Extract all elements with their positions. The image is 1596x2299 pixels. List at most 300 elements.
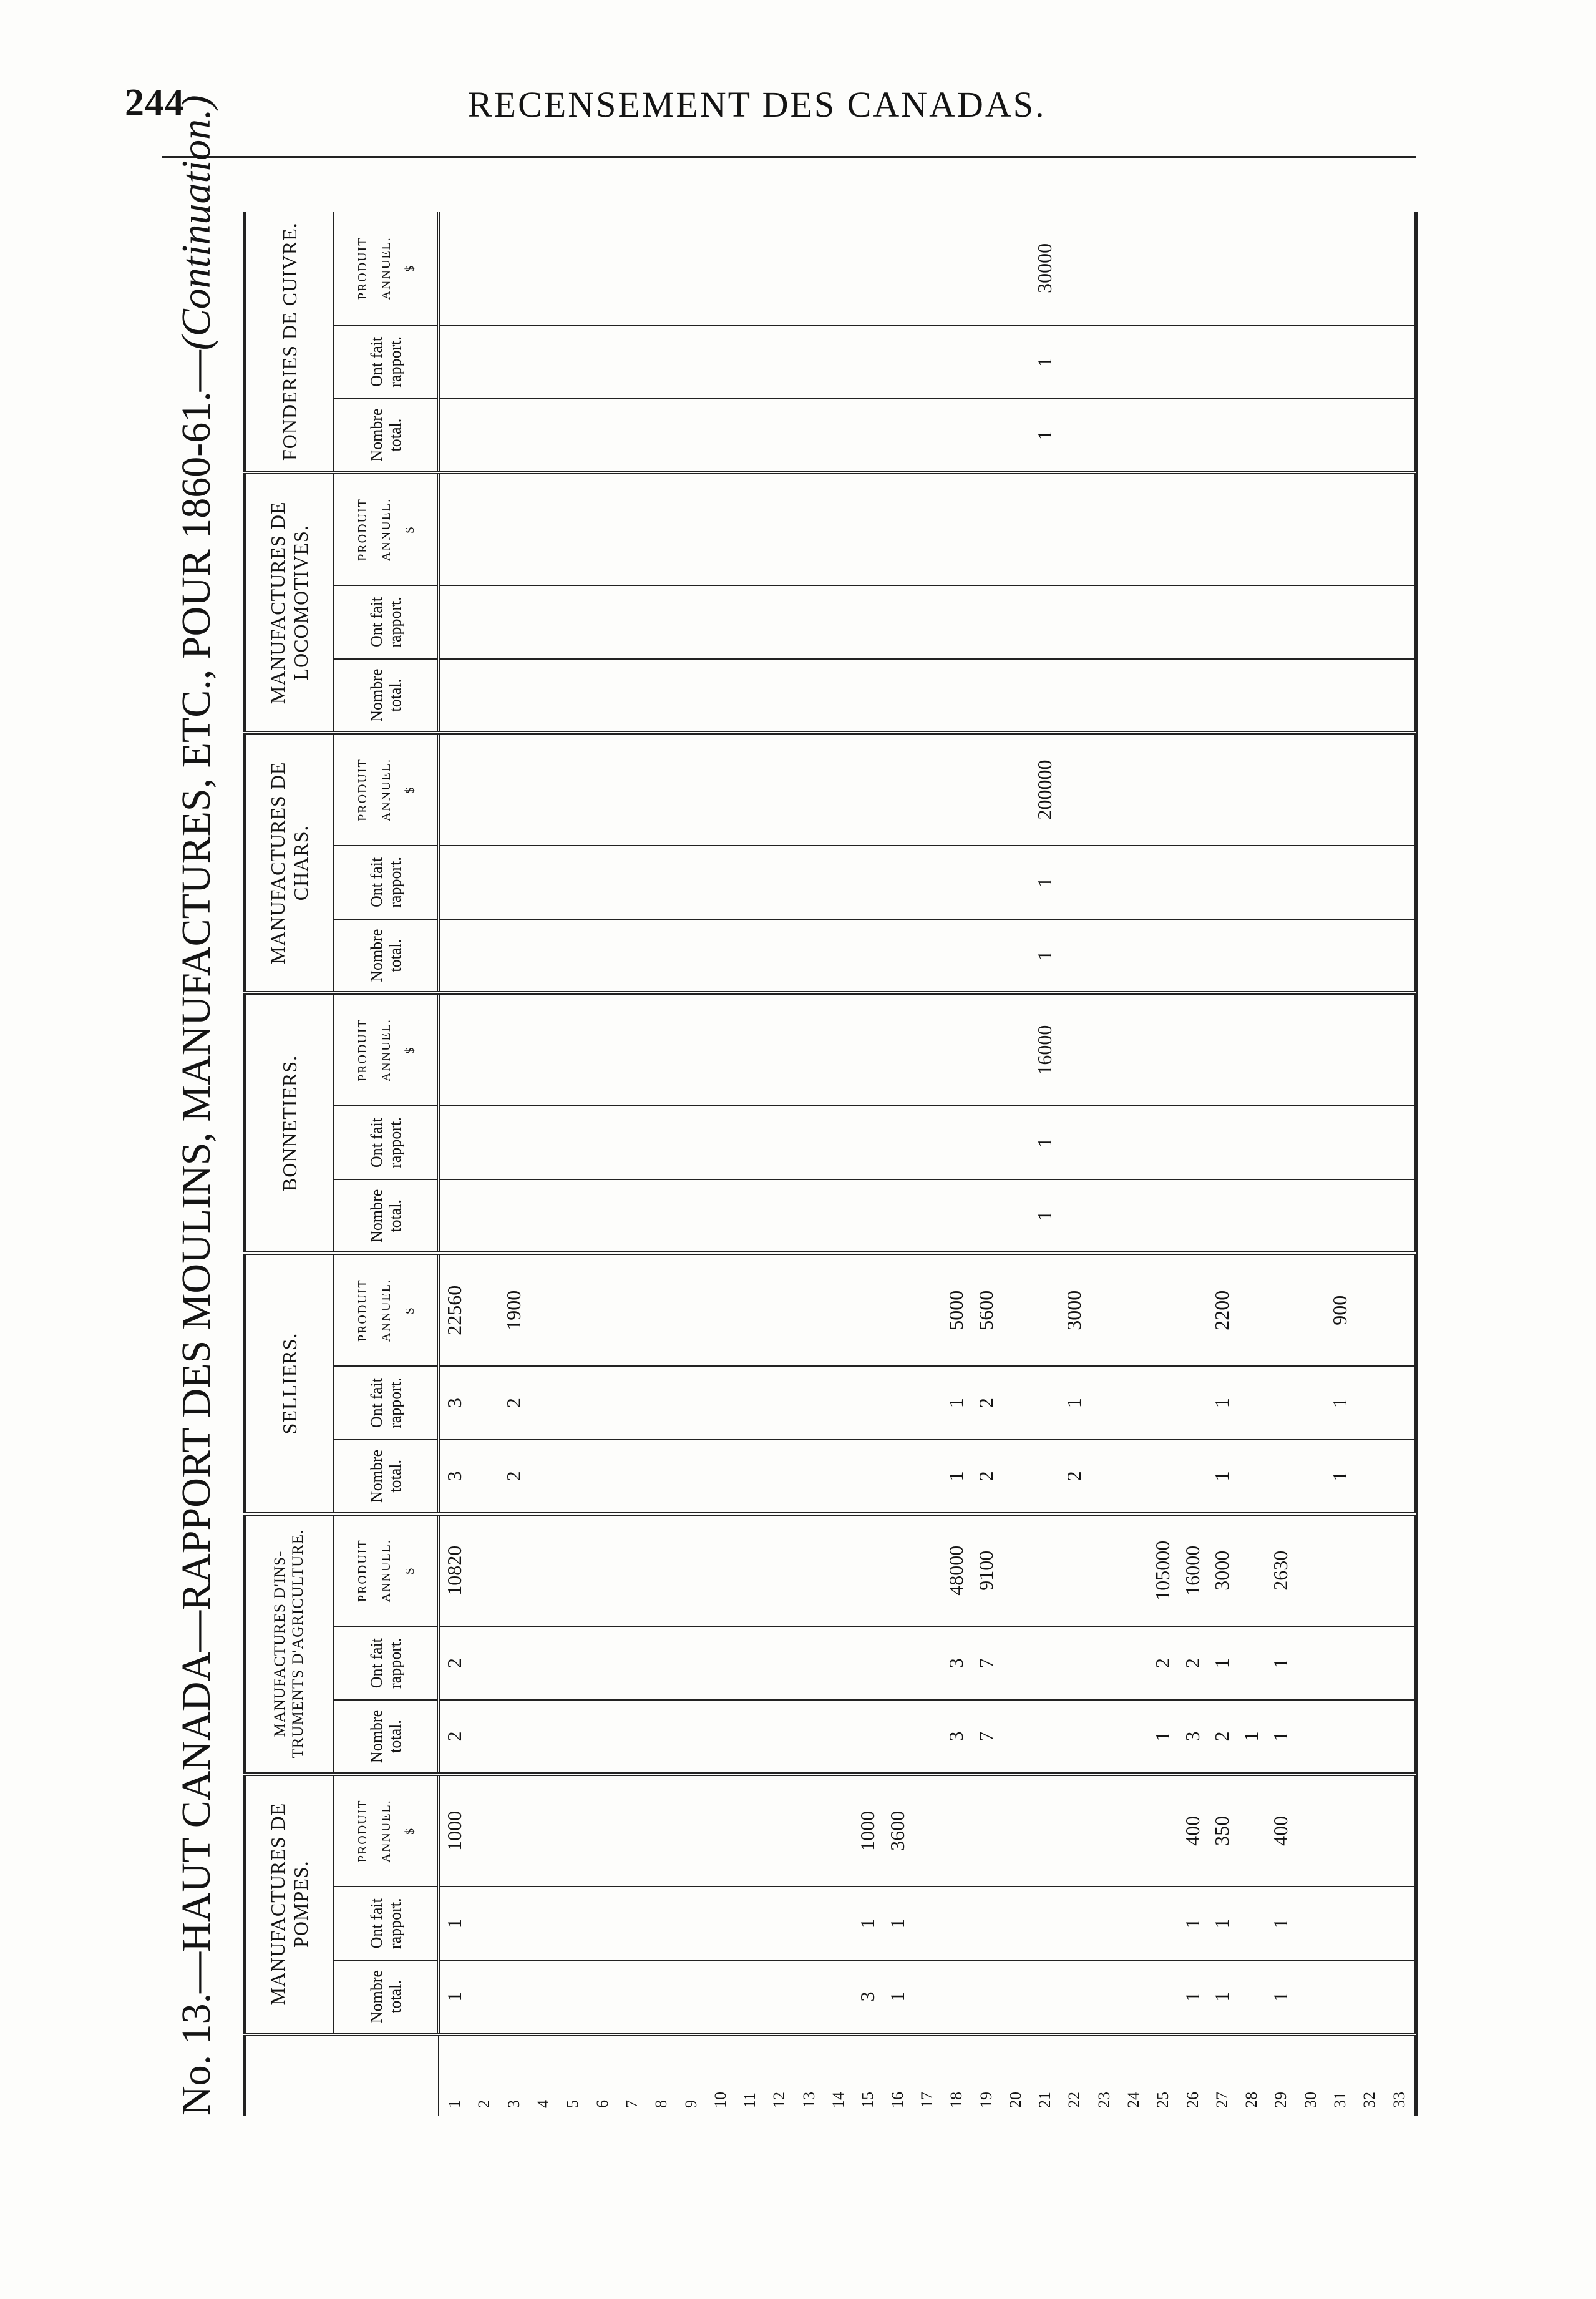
subheader-nombre-total: Nombre total. xyxy=(334,399,439,472)
table-cell xyxy=(528,846,558,919)
table-cell xyxy=(439,1626,469,1700)
table-cell xyxy=(588,1514,617,1626)
table-cell xyxy=(588,212,617,325)
table-cell xyxy=(824,472,853,585)
table-cell xyxy=(1001,1960,1030,2034)
table-cell xyxy=(764,325,794,399)
table-cell xyxy=(853,585,882,659)
subheader-nombre-total: Nombre total. xyxy=(334,659,439,733)
table-cell xyxy=(764,1179,794,1253)
table-row xyxy=(646,212,676,2116)
table-cell xyxy=(764,1253,794,1366)
table-cell xyxy=(558,399,587,472)
subheader-nombre-total: Nombre total. xyxy=(334,1179,439,1253)
table-cell xyxy=(469,1106,499,1179)
table-cell xyxy=(528,659,558,733)
table-cell xyxy=(942,659,971,733)
table-cell xyxy=(794,399,824,472)
group-header: MANUFACTURES DE LOCOMOTIVES. xyxy=(245,472,334,733)
table-cell xyxy=(794,846,824,919)
table-cell xyxy=(1355,399,1384,472)
table-cell xyxy=(1325,1179,1355,1253)
table-cell xyxy=(528,399,558,472)
row-number xyxy=(706,2034,735,2116)
table-row xyxy=(558,212,587,2116)
row-number xyxy=(558,2034,587,2116)
table-cell xyxy=(882,846,912,919)
table-cell xyxy=(912,1774,942,1887)
cell-value: 1 xyxy=(1033,1208,1056,1223)
table-cell xyxy=(764,1440,794,1513)
cell-value: 1 xyxy=(1269,1656,1292,1671)
table-cell xyxy=(912,846,942,919)
table-cell xyxy=(971,993,1000,1105)
table-cell xyxy=(1089,325,1119,399)
table-cell xyxy=(499,212,528,325)
cell-value: 1 xyxy=(1033,354,1056,369)
row-number xyxy=(764,2034,794,2116)
table-cell xyxy=(764,733,794,845)
table-row xyxy=(942,212,971,2116)
table-cell xyxy=(1119,1960,1148,2034)
table-cell xyxy=(706,1887,735,1960)
table-cell xyxy=(469,1366,499,1440)
table-cell xyxy=(1177,472,1207,585)
table-cell xyxy=(1296,1253,1325,1366)
table-cell xyxy=(824,1887,853,1960)
table-cell xyxy=(853,1960,882,2034)
cell-value: 1 xyxy=(1269,1989,1292,2004)
table-cell xyxy=(1089,472,1119,585)
cell-value: 2 xyxy=(1181,1656,1204,1671)
row-number xyxy=(588,2034,617,2116)
table-cell xyxy=(853,919,882,993)
table-cell xyxy=(1119,1440,1148,1513)
row-number xyxy=(1355,2034,1384,2116)
table-cell xyxy=(912,1514,942,1626)
table-cell xyxy=(646,1700,676,1774)
table-cell xyxy=(1207,1960,1237,2034)
table-row xyxy=(617,212,646,2116)
subheader-produit-line: ANNUEL. xyxy=(379,1018,393,1082)
table-cell xyxy=(676,472,705,585)
table-cell xyxy=(1119,1626,1148,1700)
cell-value: 2 xyxy=(975,1395,997,1410)
table-cell xyxy=(469,733,499,845)
table-cell xyxy=(971,1887,1000,1960)
table-cell xyxy=(971,1774,1000,1887)
table-cell xyxy=(469,1626,499,1700)
table-cell xyxy=(588,1774,617,1887)
table-cell xyxy=(588,1440,617,1513)
table-cell xyxy=(676,1700,705,1774)
table-cell xyxy=(1296,585,1325,659)
cell-value: 1 xyxy=(1210,1395,1233,1410)
table-cell xyxy=(469,1700,499,1774)
table-cell xyxy=(588,399,617,472)
table-cell xyxy=(1148,212,1177,325)
table-cell xyxy=(824,659,853,733)
table-cell xyxy=(469,585,499,659)
row-number xyxy=(646,2034,676,2116)
table-cell xyxy=(1384,1700,1415,1774)
table-cell xyxy=(528,212,558,325)
row-number-text: 18 xyxy=(947,2092,966,2108)
table-cell xyxy=(1059,585,1089,659)
table-cell xyxy=(942,585,971,659)
table-row xyxy=(971,212,1000,2116)
table-cell xyxy=(528,1887,558,1960)
table-cell xyxy=(469,846,499,919)
table-cell xyxy=(1355,1774,1384,1887)
table-cell xyxy=(676,1887,705,1960)
table-cell xyxy=(676,1253,705,1366)
cell-value: 1 xyxy=(856,1916,878,1931)
table-cell xyxy=(528,325,558,399)
cell-value: 1 xyxy=(1181,1989,1204,2004)
table-cell xyxy=(528,919,558,993)
table-cell xyxy=(1384,325,1415,399)
table-cell xyxy=(499,399,528,472)
table-cell xyxy=(1119,399,1148,472)
table-cell xyxy=(1207,919,1237,993)
table-cell xyxy=(558,1887,587,1960)
table-cell xyxy=(469,1440,499,1513)
subheader-nombre-total: Nombre total. xyxy=(334,1700,439,1774)
row-number-text: 30 xyxy=(1301,2092,1320,2108)
table-cell xyxy=(676,1774,705,1887)
running-title: RECENSEMENT DES CANADAS. xyxy=(468,84,1046,125)
table-cell xyxy=(735,1626,764,1700)
table-cell xyxy=(469,993,499,1105)
table-cell xyxy=(1059,1700,1089,1774)
cell-value: 3000 xyxy=(1063,1288,1085,1333)
table-row xyxy=(1148,212,1177,2116)
table-cell xyxy=(764,1887,794,1960)
row-number-text: 13 xyxy=(799,2092,818,2108)
table-cell xyxy=(439,846,469,919)
row-number-text: 28 xyxy=(1242,2092,1261,2108)
table-cell xyxy=(971,1514,1000,1626)
table-cell xyxy=(824,212,853,325)
table-cell xyxy=(558,919,587,993)
table-cell xyxy=(735,993,764,1105)
table-cell xyxy=(1237,1774,1266,1887)
table-cell xyxy=(853,733,882,845)
table-cell xyxy=(528,993,558,1105)
row-number-text: 29 xyxy=(1272,2092,1290,2108)
row-number xyxy=(1266,2034,1295,2116)
table-cell xyxy=(1207,399,1237,472)
subheader-produit-line: ANNUEL. xyxy=(379,1799,393,1863)
subheader-produit-line: $ xyxy=(402,264,417,272)
table-cell xyxy=(824,1440,853,1513)
table-cell xyxy=(646,1440,676,1513)
table-cell xyxy=(1001,1440,1030,1513)
row-number-text: 21 xyxy=(1036,2092,1054,2108)
table-cell xyxy=(912,1960,942,2034)
table-cell xyxy=(1148,1253,1177,1366)
table-cell xyxy=(646,585,676,659)
row-number-text: 27 xyxy=(1212,2092,1231,2108)
table-cell xyxy=(1355,1626,1384,1700)
table-cell xyxy=(1207,1440,1237,1513)
table-cell xyxy=(764,1106,794,1179)
table-cell xyxy=(558,1440,587,1513)
table-cell xyxy=(1266,585,1295,659)
table-cell xyxy=(1177,1253,1207,1366)
table-cell xyxy=(1207,1179,1237,1253)
table-cell xyxy=(1177,1106,1207,1179)
table-cell xyxy=(1148,399,1177,472)
subheader-produit-line: $ xyxy=(402,786,417,794)
table-cell xyxy=(528,1106,558,1179)
table-cell xyxy=(646,212,676,325)
table-cell xyxy=(1059,325,1089,399)
table-cell xyxy=(706,1626,735,1700)
table-cell xyxy=(439,1700,469,1774)
table-cell xyxy=(942,1626,971,1700)
table-cell xyxy=(1266,1626,1295,1700)
table-cell xyxy=(499,1774,528,1887)
table-cell xyxy=(1355,1887,1384,1960)
table-cell xyxy=(1384,733,1415,845)
table-cell xyxy=(882,212,912,325)
cell-value: 1 xyxy=(443,1916,465,1931)
table-cell xyxy=(942,1179,971,1253)
table-cell xyxy=(1237,993,1266,1105)
table-cell xyxy=(1001,659,1030,733)
table-cell xyxy=(1266,1253,1295,1366)
table-cell xyxy=(1296,1626,1325,1700)
table-cell xyxy=(735,1253,764,1366)
table-cell xyxy=(1266,659,1295,733)
page-number: 244 xyxy=(125,82,185,124)
table-row xyxy=(528,212,558,2116)
cell-value: 1 xyxy=(1210,1468,1233,1483)
table-cell xyxy=(617,919,646,993)
table-cell xyxy=(1207,1887,1237,1960)
table-cell xyxy=(617,1106,646,1179)
caption-continuation: (Continuation.) xyxy=(173,95,219,351)
table-cell xyxy=(764,585,794,659)
table-cell xyxy=(1030,1106,1059,1179)
table-cell xyxy=(1177,585,1207,659)
table-cell xyxy=(1148,1774,1177,1887)
table-cell xyxy=(1207,325,1237,399)
table-cell xyxy=(439,1106,469,1179)
table-cell xyxy=(617,1179,646,1253)
table-cell xyxy=(735,212,764,325)
table-cell xyxy=(794,1179,824,1253)
table-cell xyxy=(735,1179,764,1253)
table-row xyxy=(676,212,705,2116)
table-cell xyxy=(1059,1366,1089,1440)
table-cell xyxy=(558,1700,587,1774)
table-cell xyxy=(912,1887,942,1960)
table-cell xyxy=(794,1253,824,1366)
cell-value: 16000 xyxy=(1033,1023,1056,1078)
table-cell xyxy=(912,919,942,993)
table-cell xyxy=(706,472,735,585)
table-cell xyxy=(646,1366,676,1440)
table-cell xyxy=(912,212,942,325)
table-cell xyxy=(617,1774,646,1887)
subheader-produit-line: ANNUEL. xyxy=(379,1279,393,1342)
table-cell xyxy=(1207,733,1237,845)
table-cell xyxy=(764,1366,794,1440)
group-header: MANUFACTURES DE POMPES. xyxy=(245,1774,334,2034)
table-cell xyxy=(942,733,971,845)
table-cell xyxy=(528,1774,558,1887)
table-cell xyxy=(1089,1106,1119,1179)
table-cell xyxy=(1207,472,1237,585)
table-cell xyxy=(1237,1366,1266,1440)
table-cell xyxy=(528,585,558,659)
table-row xyxy=(499,212,528,2116)
table-cell xyxy=(588,919,617,993)
table-cell xyxy=(617,1514,646,1626)
table-cell xyxy=(735,472,764,585)
table-cell xyxy=(558,1960,587,2034)
table-cell xyxy=(942,1774,971,1887)
table-cell xyxy=(1207,846,1237,919)
table-cell xyxy=(882,1960,912,2034)
table-cell xyxy=(528,472,558,585)
table-cell xyxy=(912,1626,942,1700)
table-cell xyxy=(942,212,971,325)
table-cell xyxy=(1237,733,1266,845)
table-cell xyxy=(439,472,469,585)
cell-value: 1 xyxy=(443,1989,465,2004)
table-cell xyxy=(1355,1253,1384,1366)
table-cell xyxy=(912,325,942,399)
table-cell xyxy=(617,1887,646,1960)
subheader-produit-line: $ xyxy=(402,1046,417,1054)
table-cell xyxy=(853,1366,882,1440)
table-cell xyxy=(1089,846,1119,919)
table-cell xyxy=(499,585,528,659)
table-cell xyxy=(1148,919,1177,993)
table-cell xyxy=(1030,659,1059,733)
table-cell xyxy=(764,399,794,472)
table-cell xyxy=(1325,212,1355,325)
cell-value: 1 xyxy=(1328,1395,1351,1410)
table-row xyxy=(882,212,912,2116)
table-cell xyxy=(1119,1700,1148,1774)
row-number-text: 4 xyxy=(534,2100,553,2108)
table-cell xyxy=(1030,1700,1059,1774)
table-cell xyxy=(1001,1700,1030,1774)
subheader-produit-line: $ xyxy=(402,525,417,534)
table-cell xyxy=(1296,212,1325,325)
table-cell xyxy=(1177,1774,1207,1887)
cell-value: 1 xyxy=(1033,875,1056,890)
table-cell xyxy=(1148,325,1177,399)
table-row xyxy=(1177,212,1207,2116)
cell-value: 1 xyxy=(1033,948,1056,963)
table-cell xyxy=(1325,325,1355,399)
table-cell xyxy=(1237,1960,1266,2034)
cell-value: 400 xyxy=(1269,1813,1292,1848)
table-cell xyxy=(1177,993,1207,1105)
table-cell xyxy=(1177,325,1207,399)
table-cell xyxy=(735,1887,764,1960)
table-cell xyxy=(735,846,764,919)
table-cell xyxy=(1177,1700,1207,1774)
table-cell xyxy=(617,325,646,399)
table-cell xyxy=(706,733,735,845)
table-cell xyxy=(942,325,971,399)
table-cell xyxy=(824,733,853,845)
cell-value: 1 xyxy=(1210,1656,1233,1671)
subheader-produit-line: ANNUEL. xyxy=(379,1539,393,1603)
table-cell xyxy=(882,1179,912,1253)
table-cell xyxy=(439,919,469,993)
table-cell xyxy=(882,1514,912,1626)
table-cell xyxy=(1296,1774,1325,1887)
table-cell xyxy=(588,472,617,585)
table-cell xyxy=(824,846,853,919)
table-cell xyxy=(499,1253,528,1366)
table-cell xyxy=(971,1106,1000,1179)
row-number-text: 22 xyxy=(1065,2092,1084,2108)
table-cell xyxy=(1355,919,1384,993)
table-cell xyxy=(1296,399,1325,472)
table-row xyxy=(1384,212,1415,2116)
table-cell xyxy=(1355,212,1384,325)
table-cell xyxy=(971,1366,1000,1440)
cell-value: 350 xyxy=(1210,1813,1233,1848)
table-row xyxy=(439,212,469,2116)
table-cell xyxy=(1148,993,1177,1105)
table-cell xyxy=(1119,325,1148,399)
table-caption xyxy=(150,95,243,2116)
table-cell xyxy=(439,585,469,659)
table-cell xyxy=(1148,733,1177,845)
table-cell xyxy=(439,1253,469,1366)
table-cell xyxy=(499,1106,528,1179)
table-cell xyxy=(1325,733,1355,845)
table-cell xyxy=(1384,1960,1415,2034)
table-cell xyxy=(1296,919,1325,993)
table-cell xyxy=(794,1366,824,1440)
row-number xyxy=(735,2034,764,2116)
table-cell xyxy=(469,1774,499,1887)
table-cell xyxy=(1001,1179,1030,1253)
table-cell xyxy=(1177,1960,1207,2034)
table-cell xyxy=(1355,733,1384,845)
subheader-produit-line: $ xyxy=(402,1827,417,1835)
table-cell xyxy=(499,993,528,1105)
table-cell xyxy=(735,919,764,993)
table-cell xyxy=(1059,1179,1089,1253)
table-cell xyxy=(735,1514,764,1626)
row-number xyxy=(1059,2034,1089,2116)
table-cell xyxy=(617,659,646,733)
table-cell xyxy=(1384,585,1415,659)
table-cell xyxy=(1148,1179,1177,1253)
subheader-produit-line: PRODUIT xyxy=(355,1279,369,1342)
cell-value: 3 xyxy=(856,1989,878,2004)
table-cell xyxy=(882,993,912,1105)
table-cell xyxy=(706,1106,735,1179)
table-cell xyxy=(764,212,794,325)
table-cell xyxy=(706,1514,735,1626)
table-cell xyxy=(971,325,1000,399)
row-number xyxy=(439,2034,469,2116)
table-cell xyxy=(439,993,469,1105)
